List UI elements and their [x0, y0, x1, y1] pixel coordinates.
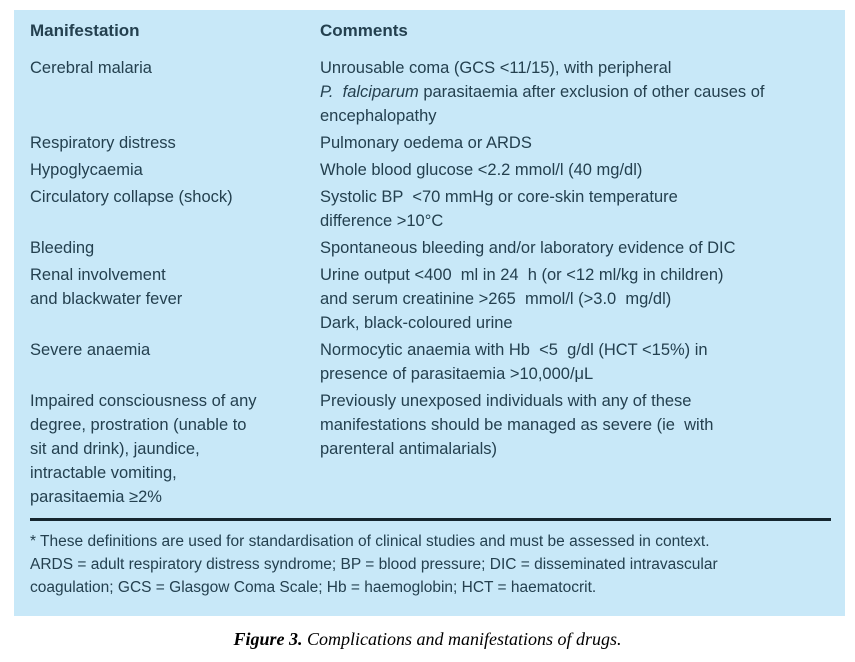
comment-line: parenteral antimalarials) — [320, 440, 497, 458]
manifestation-cell — [30, 158, 320, 182]
table-row — [30, 389, 831, 509]
manifestation-text: Respiratory distress — [30, 134, 176, 152]
figure-caption-label: Figure 3. — [233, 629, 303, 649]
manifestation-cell — [30, 131, 320, 155]
manifestation-text: Severe anaemia — [30, 341, 151, 359]
manifestation-text: and blackwater fever — [30, 290, 183, 308]
comments-cell — [320, 131, 831, 155]
manifestation-cell — [30, 56, 320, 128]
comment-line: Normocytic anaemia with Hb <5 g/dl (HCT <15%) in — [320, 341, 708, 359]
manifestation-text: degree, prostration (unable to — [30, 416, 247, 434]
table-row — [30, 263, 831, 335]
comment-line: Whole blood glucose <2.2 mmol/l (40 mg/dl) — [320, 161, 643, 179]
column-header-comments: Comments — [320, 21, 408, 40]
manifestation-cell — [30, 263, 320, 335]
comment-line: Pulmonary oedema or ARDS — [320, 134, 532, 152]
manifestation-text: Bleeding — [30, 239, 95, 257]
manifestation-text: Cerebral malaria — [30, 59, 152, 77]
footnote-line: ARDS = adult respiratory distress syndrome; BP = blood pressure; DIC = disseminated intravascular — [30, 556, 718, 573]
comments-cell — [320, 158, 831, 182]
manifestation-text: parasitaemia ≥2% — [30, 488, 162, 506]
comment-line: and serum creatinine >265 mmol/l (>3.0 mg/dl) — [320, 290, 672, 308]
column-header-manifestation: Manifestation — [30, 21, 140, 40]
comments-cell — [320, 263, 831, 335]
comment-line: difference >10°C — [320, 212, 444, 230]
comment-line: manifestations should be managed as severe (ie with — [320, 416, 714, 434]
manifestation-cell — [30, 185, 320, 233]
comment-line — [320, 80, 831, 104]
comments-cell — [320, 185, 831, 233]
table-row — [30, 56, 831, 128]
species-name-italic: P. falciparum — [320, 83, 419, 101]
comment-line: presence of parasitaemia >10,000/μL — [320, 365, 594, 383]
footnote-line: coagulation; GCS = Glasgow Coma Scale; Hb = haemoglobin; HCT = haematocrit. — [30, 579, 597, 596]
table-header-row — [30, 19, 831, 43]
manifestation-cell — [30, 236, 320, 260]
footnote — [30, 530, 831, 599]
manifestation-text: Hypoglycaemia — [30, 161, 143, 179]
comment-line-rest: parasitaemia after exclusion of other causes of — [418, 83, 765, 101]
figure-caption-text: Complications and manifestations of drugs. — [302, 629, 622, 649]
manifestations-table-panel — [14, 10, 845, 616]
manifestation-text: Impaired consciousness of any — [30, 392, 257, 410]
comment-line: Previously unexposed individuals with any of these — [320, 392, 692, 410]
table-row — [30, 236, 831, 260]
comments-cell — [320, 236, 831, 260]
comments-cell — [320, 56, 831, 128]
figure-caption — [0, 629, 855, 650]
comment-line: Urine output <400 ml in 24 h (or <12 ml/kg in children) — [320, 266, 724, 284]
manifestation-text: Circulatory collapse (shock) — [30, 188, 233, 206]
comments-cell — [320, 389, 831, 509]
manifestation-text: intractable vomiting, — [30, 464, 177, 482]
comment-line: Dark, black-coloured urine — [320, 314, 513, 332]
table-row — [30, 185, 831, 233]
comment-line: Systolic BP <70 mmHg or core-skin temperature — [320, 188, 678, 206]
manifestation-cell — [30, 389, 320, 509]
comment-line: Spontaneous bleeding and/or laboratory evidence of DIC — [320, 239, 736, 257]
comments-cell — [320, 338, 831, 386]
footnote-line: * These definitions are used for standardisation of clinical studies and must be assessed in context. — [30, 533, 710, 550]
comment-line: Unrousable coma (GCS <11/15), with peripheral — [320, 59, 672, 77]
table-row — [30, 158, 831, 182]
manifestation-cell — [30, 338, 320, 386]
manifestation-text: sit and drink), jaundice, — [30, 440, 200, 458]
footnote-divider-rule — [30, 518, 831, 521]
table-row — [30, 131, 831, 155]
manifestation-text: Renal involvement — [30, 266, 166, 284]
comment-line: encephalopathy — [320, 107, 437, 125]
table-row — [30, 338, 831, 386]
